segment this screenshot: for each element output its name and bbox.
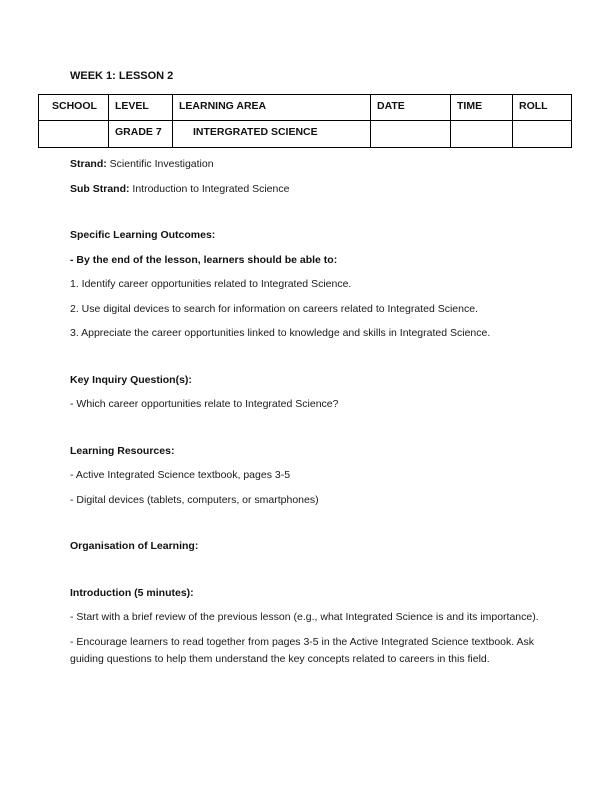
cell-time — [451, 121, 513, 148]
header-time: TIME — [451, 95, 513, 121]
sub-strand-line — [70, 181, 550, 198]
header-learning-area: LEARNING AREA — [173, 95, 371, 121]
cell-roll — [513, 121, 572, 148]
strand-value: Scientific Investigation — [106, 158, 214, 170]
page-title: WEEK 1: LESSON 2 — [70, 70, 174, 82]
header-school: SCHOOL — [39, 95, 109, 121]
section-spacer — [70, 350, 550, 372]
learning-resource-item: - Digital devices (tablets, computers, or smartphones) — [70, 493, 319, 506]
strand-label: Strand: — [70, 158, 107, 170]
organisation-heading: Organisation of Learning: — [70, 540, 199, 552]
outcome-item: 1. Identify career opportunities related to Integrated Science. — [70, 278, 352, 290]
cell-school — [39, 121, 109, 148]
document-body — [70, 156, 550, 668]
introduction-heading: Introduction (5 minutes): — [70, 586, 194, 599]
introduction-item: - Encourage learners to read together from pages 3-5 in the Active Integrated Science textbook. Ask guiding questions to help them understand the key concepts related to careers in this field. — [70, 635, 535, 665]
section-spacer — [70, 516, 550, 538]
cell-date — [371, 121, 451, 148]
outcome-item: 3. Appreciate the career opportunities linked to knowledge and skills in Integrated Science. — [70, 327, 491, 339]
outcomes-heading: Specific Learning Outcomes: — [70, 229, 216, 241]
section-spacer — [70, 421, 550, 443]
key-inquiry-heading: Key Inquiry Question(s): — [70, 373, 192, 386]
table-header-row — [39, 95, 572, 121]
strand-line — [70, 156, 550, 173]
header-date: DATE — [371, 95, 451, 121]
learning-resources-heading: Learning Resources: — [70, 444, 175, 457]
table-row — [39, 121, 572, 148]
section-spacer — [70, 563, 550, 585]
outcome-item: 2. Use digital devices to search for information on careers related to Integrated Science. — [70, 302, 478, 315]
lesson-info-table — [38, 94, 572, 148]
cell-learning-area: INTERGRATED SCIENCE — [173, 121, 371, 148]
learning-resource-item: - Active Integrated Science textbook, pages 3-5 — [70, 469, 291, 481]
cell-level: GRADE 7 — [109, 121, 173, 148]
header-level: LEVEL — [109, 95, 173, 121]
outcomes-lead: - By the end of the lesson, learners should be able to: — [70, 253, 338, 266]
section-spacer — [70, 205, 550, 227]
introduction-item: - Start with a brief review of the previous lesson (e.g., what Integrated Science is and its importance). — [70, 611, 539, 623]
header-roll: ROLL — [513, 95, 572, 121]
sub-strand-value: Introduction to Integrated Science — [129, 182, 290, 195]
key-inquiry-item: - Which career opportunities relate to Integrated Science? — [70, 398, 339, 410]
sub-strand-label: Sub Strand: — [70, 182, 130, 195]
